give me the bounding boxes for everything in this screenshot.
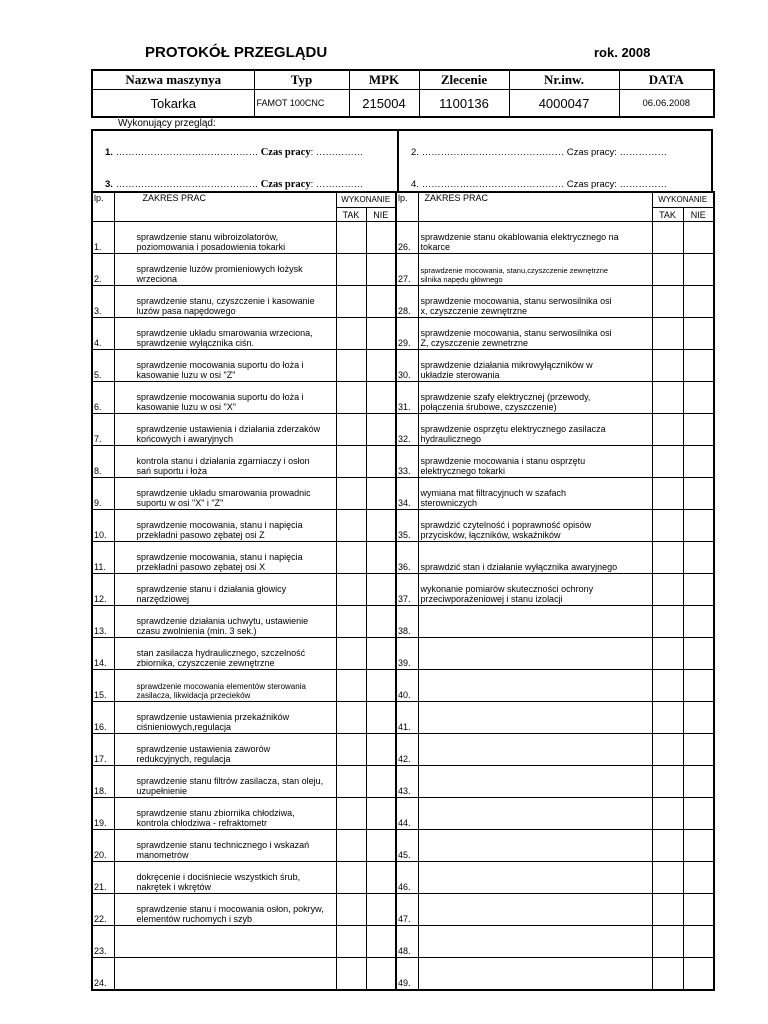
right-task-nie-checkbox[interactable] [683, 350, 714, 382]
value-order: 1100136 [419, 90, 509, 118]
right-task-tak-checkbox[interactable] [652, 766, 683, 798]
right-task-description [418, 894, 652, 926]
right-task-description [418, 734, 652, 766]
right-task-nie-checkbox[interactable] [683, 382, 714, 414]
col-lp-left: lp. [92, 192, 114, 222]
left-task-description: sprawdzenie stanu i mocowania osłon, pokryw, elementów ruchomych i szyb [114, 894, 336, 926]
left-task-tak-checkbox[interactable] [336, 926, 366, 958]
right-task-nie-checkbox[interactable] [683, 958, 714, 991]
left-task-number: 23. [92, 926, 114, 958]
right-task-number: 46. [396, 862, 418, 894]
col-tak-left: TAK [336, 208, 366, 222]
value-date: 06.06.2008 [619, 90, 714, 118]
left-task-tak-checkbox[interactable] [336, 254, 366, 286]
right-task-tak-checkbox[interactable] [652, 222, 683, 254]
left-task-nie-checkbox[interactable] [366, 734, 396, 766]
right-task-number: 34. [396, 478, 418, 510]
left-task-number: 4. [92, 318, 114, 350]
left-task-description: sprawdzenie układu smarowania prowadnic suportu w osi "X" i "Z" [114, 478, 336, 510]
left-task-nie-checkbox[interactable] [366, 478, 396, 510]
right-task-number: 47. [396, 894, 418, 926]
left-task-nie-checkbox[interactable] [366, 574, 396, 606]
left-task-tak-checkbox[interactable] [336, 286, 366, 318]
table-row [92, 894, 714, 926]
table-row [92, 350, 714, 382]
header-inventory-number: Nr.inw. [509, 70, 619, 90]
left-task-number: 17. [92, 734, 114, 766]
table-row [92, 414, 714, 446]
table-row [92, 830, 714, 862]
table-row [92, 542, 714, 574]
left-task-description: sprawdzenie stanu i działania głowicy narzędziowej [114, 574, 336, 606]
right-task-description [418, 766, 652, 798]
col-tak-right: TAK [652, 208, 683, 222]
left-task-nie-checkbox[interactable] [366, 766, 396, 798]
left-task-description: sprawdzenie luzów promieniowych łożysk wrzeciona [114, 254, 336, 286]
value-machine-name: Tokarka [92, 90, 254, 118]
right-task-nie-checkbox[interactable] [683, 286, 714, 318]
tasks-table [91, 191, 715, 991]
left-task-tak-checkbox[interactable] [336, 574, 366, 606]
left-task-description: sprawdzenie mocowania suportu do łoża i kasowanie luzu w osi "Z" [114, 350, 336, 382]
right-task-tak-checkbox[interactable] [652, 286, 683, 318]
right-task-nie-checkbox[interactable] [683, 894, 714, 926]
right-task-nie-checkbox[interactable] [683, 318, 714, 350]
right-task-number: 38. [396, 606, 418, 638]
left-task-description: sprawdzenie ustawienia i działania zderzaków końcowych i awaryjnych [114, 414, 336, 446]
left-task-number: 3. [92, 286, 114, 318]
value-type: FAMOT 100CNC [254, 90, 349, 118]
left-task-number: 15. [92, 670, 114, 702]
right-task-tak-checkbox[interactable] [652, 478, 683, 510]
left-task-description: sprawdzenie mocowania, stanu i napięcia przekładni pasowo zębatej osi X [114, 542, 336, 574]
right-task-description: sprawdzenie mocowania, stanu serwosilnika osi x, czyszczenie zewnętrzne [418, 286, 652, 318]
right-task-number: 48. [396, 926, 418, 958]
right-task-number: 35. [396, 510, 418, 542]
right-task-description [418, 830, 652, 862]
right-task-tak-checkbox[interactable] [652, 926, 683, 958]
left-task-description: stan zasilacza hydraulicznego, szczelność zbiornika, czyszczenie zewnętrzne [114, 638, 336, 670]
left-task-number: 2. [92, 254, 114, 286]
document-title: PROTOKÓŁ PRZEGLĄDU [145, 44, 328, 61]
left-task-number: 14. [92, 638, 114, 670]
right-task-tak-checkbox[interactable] [652, 542, 683, 574]
right-task-tak-checkbox[interactable] [652, 958, 683, 991]
left-task-nie-checkbox[interactable] [366, 318, 396, 350]
right-task-tak-checkbox[interactable] [652, 446, 683, 478]
left-task-description: sprawdzenie stanu, czyszczenie i kasowanie luzów pasa napędowego [114, 286, 336, 318]
left-task-tak-checkbox[interactable] [336, 830, 366, 862]
right-task-tak-checkbox[interactable] [652, 862, 683, 894]
left-task-tak-checkbox[interactable] [336, 766, 366, 798]
table-row [92, 798, 714, 830]
left-task-number: 22. [92, 894, 114, 926]
left-task-number: 12. [92, 574, 114, 606]
left-task-nie-checkbox[interactable] [366, 894, 396, 926]
right-task-description [418, 638, 652, 670]
right-task-number: 36. [396, 542, 418, 574]
left-task-description: sprawdzenie stanu technicznego i wskazań manometrów [114, 830, 336, 862]
right-task-description [418, 670, 652, 702]
table-row [92, 574, 714, 606]
left-task-number: 5. [92, 350, 114, 382]
left-task-nie-checkbox[interactable] [366, 254, 396, 286]
table-row [92, 958, 714, 991]
right-task-tak-checkbox[interactable] [652, 574, 683, 606]
left-task-nie-checkbox[interactable] [366, 670, 396, 702]
left-task-number: 13. [92, 606, 114, 638]
left-task-number: 19. [92, 798, 114, 830]
left-task-tak-checkbox[interactable] [336, 798, 366, 830]
left-task-nie-checkbox[interactable] [366, 510, 396, 542]
right-task-number: 45. [396, 830, 418, 862]
left-task-tak-checkbox[interactable] [336, 510, 366, 542]
table-row [92, 638, 714, 670]
table-row [92, 286, 714, 318]
left-task-tak-checkbox[interactable] [336, 222, 366, 254]
right-task-description: sprawdzenie mocowania i stanu osprzętu elektrycznego tokarki [418, 446, 652, 478]
right-task-number: 43. [396, 766, 418, 798]
col-nie-right: NIE [683, 208, 714, 222]
right-task-description [418, 798, 652, 830]
right-task-tak-checkbox[interactable] [652, 798, 683, 830]
left-task-tak-checkbox[interactable] [336, 478, 366, 510]
left-task-tak-checkbox[interactable] [336, 670, 366, 702]
right-task-description [418, 926, 652, 958]
document-year: rok. 2008 [594, 45, 651, 60]
left-task-description: dokręcenie i dociśniecie wszystkich śrub, nakrętek i wkrętów [114, 862, 336, 894]
right-task-number: 31. [396, 382, 418, 414]
right-task-description: sprawdzenie szafy elektrycznej (przewody, połączenia śrubowe, czyszczenie) [418, 382, 652, 414]
right-task-description: wymiana mat filtracyjnuch w szafach sterowniczych [418, 478, 652, 510]
right-task-description: sprawdzić stan i działanie wyłącznika awaryjnego [418, 542, 652, 574]
inspectors-box [91, 129, 713, 191]
table-row [92, 670, 714, 702]
right-task-tak-checkbox[interactable] [652, 734, 683, 766]
left-task-description: sprawdzenie stanu zbiornika chłodziwa, kontrola chłodziwa - refraktometr [114, 798, 336, 830]
right-task-nie-checkbox[interactable] [683, 542, 714, 574]
right-task-number: 44. [396, 798, 418, 830]
right-task-number: 29. [396, 318, 418, 350]
inspector-1: 1. ……………………………………… Czas pracy: …………… [105, 147, 364, 158]
left-task-nie-checkbox[interactable] [366, 286, 396, 318]
right-task-nie-checkbox[interactable] [683, 702, 714, 734]
right-task-description [418, 862, 652, 894]
left-task-description: kontrola stanu i działania zgarniaczy i osłon sań suportu i łoża [114, 446, 336, 478]
right-task-nie-checkbox[interactable] [683, 926, 714, 958]
left-task-number: 10. [92, 510, 114, 542]
left-task-description [114, 926, 336, 958]
left-task-description: sprawdzenie stanu filtrów zasilacza, stan oleju, uzupełnienie [114, 766, 336, 798]
right-task-tak-checkbox[interactable] [652, 830, 683, 862]
value-mpk: 215004 [349, 90, 419, 118]
left-task-nie-checkbox[interactable] [366, 798, 396, 830]
col-nie-left: NIE [366, 208, 396, 222]
left-task-nie-checkbox[interactable] [366, 542, 396, 574]
right-task-description: sprawdzenie osprzętu elektrycznego zasilacza hydraulicznego [418, 414, 652, 446]
left-task-description [114, 958, 336, 991]
right-task-number: 27. [396, 254, 418, 286]
left-task-description: sprawdzenie mocowania elementów sterowania zasilacza, likwidacja przecieków [114, 670, 336, 702]
left-task-nie-checkbox[interactable] [366, 638, 396, 670]
right-task-number: 39. [396, 638, 418, 670]
right-task-description: sprawdzenie stanu okablowania elektrycznego na tokarce [418, 222, 652, 254]
table-row [92, 222, 714, 254]
inspector-3: 3. ……………………………………… Czas pracy: …………… [105, 179, 364, 190]
value-inventory-number: 4000047 [509, 90, 619, 118]
right-task-nie-checkbox[interactable] [683, 766, 714, 798]
right-task-nie-checkbox[interactable] [683, 414, 714, 446]
right-task-number: 30. [396, 350, 418, 382]
right-task-nie-checkbox[interactable] [683, 862, 714, 894]
right-task-tak-checkbox[interactable] [652, 510, 683, 542]
inspector-2: 2. ……………………………………… Czas pracy: …………… [411, 147, 668, 158]
right-task-tak-checkbox[interactable] [652, 382, 683, 414]
left-task-tak-checkbox[interactable] [336, 734, 366, 766]
col-zakres-right: ZAKRES PRAC [418, 192, 652, 222]
left-task-nie-checkbox[interactable] [366, 702, 396, 734]
left-task-nie-checkbox[interactable] [366, 606, 396, 638]
table-row [92, 478, 714, 510]
table-row [92, 926, 714, 958]
right-task-tak-checkbox[interactable] [652, 670, 683, 702]
left-task-number: 11. [92, 542, 114, 574]
left-task-description: sprawdzenie mocowania suportu do łoża i kasowanie luzu w osi "X" [114, 382, 336, 414]
left-task-tak-checkbox[interactable] [336, 542, 366, 574]
right-task-nie-checkbox[interactable] [683, 446, 714, 478]
right-task-tak-checkbox[interactable] [652, 894, 683, 926]
table-row [92, 254, 714, 286]
header-date: DATA [619, 70, 714, 90]
left-task-number: 1. [92, 222, 114, 254]
right-task-tak-checkbox[interactable] [652, 638, 683, 670]
right-task-number: 49. [396, 958, 418, 991]
right-task-description: sprawdzenie mocowania, stanu serwosilnika osi Z, czyszczenie zewnetrzne [418, 318, 652, 350]
right-task-number: 41. [396, 702, 418, 734]
col-zakres-left: ZAKRES PRAC [114, 192, 336, 222]
right-task-number: 37. [396, 574, 418, 606]
left-task-nie-checkbox[interactable] [366, 830, 396, 862]
left-task-nie-checkbox[interactable] [366, 382, 396, 414]
right-task-nie-checkbox[interactable] [683, 798, 714, 830]
table-row [92, 766, 714, 798]
right-task-tak-checkbox[interactable] [652, 414, 683, 446]
right-task-tak-checkbox[interactable] [652, 254, 683, 286]
left-task-number: 20. [92, 830, 114, 862]
right-task-number: 26. [396, 222, 418, 254]
left-task-tak-checkbox[interactable] [336, 606, 366, 638]
table-row [92, 318, 714, 350]
right-task-number: 32. [396, 414, 418, 446]
table-row [92, 446, 714, 478]
inspector-4: 4. ……………………………………… Czas pracy: …………… [411, 179, 668, 190]
right-task-nie-checkbox[interactable] [683, 670, 714, 702]
right-task-nie-checkbox[interactable] [683, 734, 714, 766]
left-task-tak-checkbox[interactable] [336, 318, 366, 350]
left-task-tak-checkbox[interactable] [336, 638, 366, 670]
header-machine-name: Nazwa maszynya [92, 70, 254, 90]
right-task-nie-checkbox[interactable] [683, 478, 714, 510]
right-task-tak-checkbox[interactable] [652, 606, 683, 638]
right-task-nie-checkbox[interactable] [683, 510, 714, 542]
right-task-number: 42. [396, 734, 418, 766]
header-type: Typ [254, 70, 349, 90]
right-task-nie-checkbox[interactable] [683, 638, 714, 670]
col-lp-right: lp. [396, 192, 418, 222]
left-task-description: sprawdzenie mocowania, stanu i napięcia przekładni pasowo zębatej osi Z [114, 510, 336, 542]
left-task-tak-checkbox[interactable] [336, 414, 366, 446]
right-task-tak-checkbox[interactable] [652, 702, 683, 734]
header-mpk: MPK [349, 70, 419, 90]
right-task-nie-checkbox[interactable] [683, 606, 714, 638]
left-task-description: sprawdzenie stanu wibroizolatorów, poziomowania i posadowienia tokarki [114, 222, 336, 254]
left-task-description: sprawdzenie działania uchwytu, ustawienie czasu zwolnienia (min. 3 sek.) [114, 606, 336, 638]
table-row [92, 606, 714, 638]
left-task-description: sprawdzenie układu smarowania wrzeciona, sprawdzenie wyłącznika ciśn. [114, 318, 336, 350]
col-wykonanie-left: WYKONANIE [336, 192, 396, 208]
right-task-tak-checkbox[interactable] [652, 350, 683, 382]
right-task-description: sprawdzenie mocowania, stanu,czyszczenie zewnętrzne silnika napędu głównego [418, 254, 652, 286]
right-task-description: sprawdzenie działania mikrowyłączników w układzie sterowania [418, 350, 652, 382]
right-task-description: wykonanie pomiarów skuteczności ochrony przeciwporażeniowej i stanu izolacji [418, 574, 652, 606]
header-order: Zlecenie [419, 70, 509, 90]
inspectors-label: Wykonujący przegląd: [118, 118, 216, 129]
left-task-tak-checkbox[interactable] [336, 350, 366, 382]
left-task-tak-checkbox[interactable] [336, 862, 366, 894]
left-task-description: sprawdzenie ustawienia zaworów redukcyjnych, regulacja [114, 734, 336, 766]
inspectors-divider [397, 131, 399, 191]
left-task-number: 24. [92, 958, 114, 991]
left-task-number: 18. [92, 766, 114, 798]
left-task-nie-checkbox[interactable] [366, 350, 396, 382]
left-task-number: 16. [92, 702, 114, 734]
left-task-number: 7. [92, 414, 114, 446]
left-task-tak-checkbox[interactable] [336, 382, 366, 414]
left-task-nie-checkbox[interactable] [366, 926, 396, 958]
left-task-nie-checkbox[interactable] [366, 222, 396, 254]
right-task-nie-checkbox[interactable] [683, 574, 714, 606]
right-task-number: 40. [396, 670, 418, 702]
left-task-nie-checkbox[interactable] [366, 414, 396, 446]
left-task-number: 6. [92, 382, 114, 414]
left-task-number: 21. [92, 862, 114, 894]
left-task-number: 8. [92, 446, 114, 478]
left-task-number: 9. [92, 478, 114, 510]
machine-info-table [91, 69, 715, 118]
left-task-tak-checkbox[interactable] [336, 446, 366, 478]
table-row [92, 702, 714, 734]
left-task-tak-checkbox[interactable] [336, 894, 366, 926]
table-row [92, 382, 714, 414]
right-task-nie-checkbox[interactable] [683, 254, 714, 286]
left-task-nie-checkbox[interactable] [366, 862, 396, 894]
table-row [92, 510, 714, 542]
right-task-tak-checkbox[interactable] [652, 318, 683, 350]
table-row [92, 862, 714, 894]
right-task-description [418, 958, 652, 991]
left-task-tak-checkbox[interactable] [336, 702, 366, 734]
right-task-number: 33. [396, 446, 418, 478]
left-task-tak-checkbox[interactable] [336, 958, 366, 991]
table-row [92, 734, 714, 766]
right-task-number: 28. [396, 286, 418, 318]
left-task-description: sprawdzenie ustawienia przekaźników ciśnieniowych,regulacja [114, 702, 336, 734]
right-task-nie-checkbox[interactable] [683, 222, 714, 254]
col-wykonanie-right: WYKONANIE [652, 192, 714, 208]
left-task-nie-checkbox[interactable] [366, 958, 396, 991]
right-task-description: sprawdzić czytelność i poprawność opisów przycisków, łączników, wskaźników [418, 510, 652, 542]
right-task-nie-checkbox[interactable] [683, 830, 714, 862]
left-task-nie-checkbox[interactable] [366, 446, 396, 478]
right-task-description [418, 606, 652, 638]
right-task-description [418, 702, 652, 734]
